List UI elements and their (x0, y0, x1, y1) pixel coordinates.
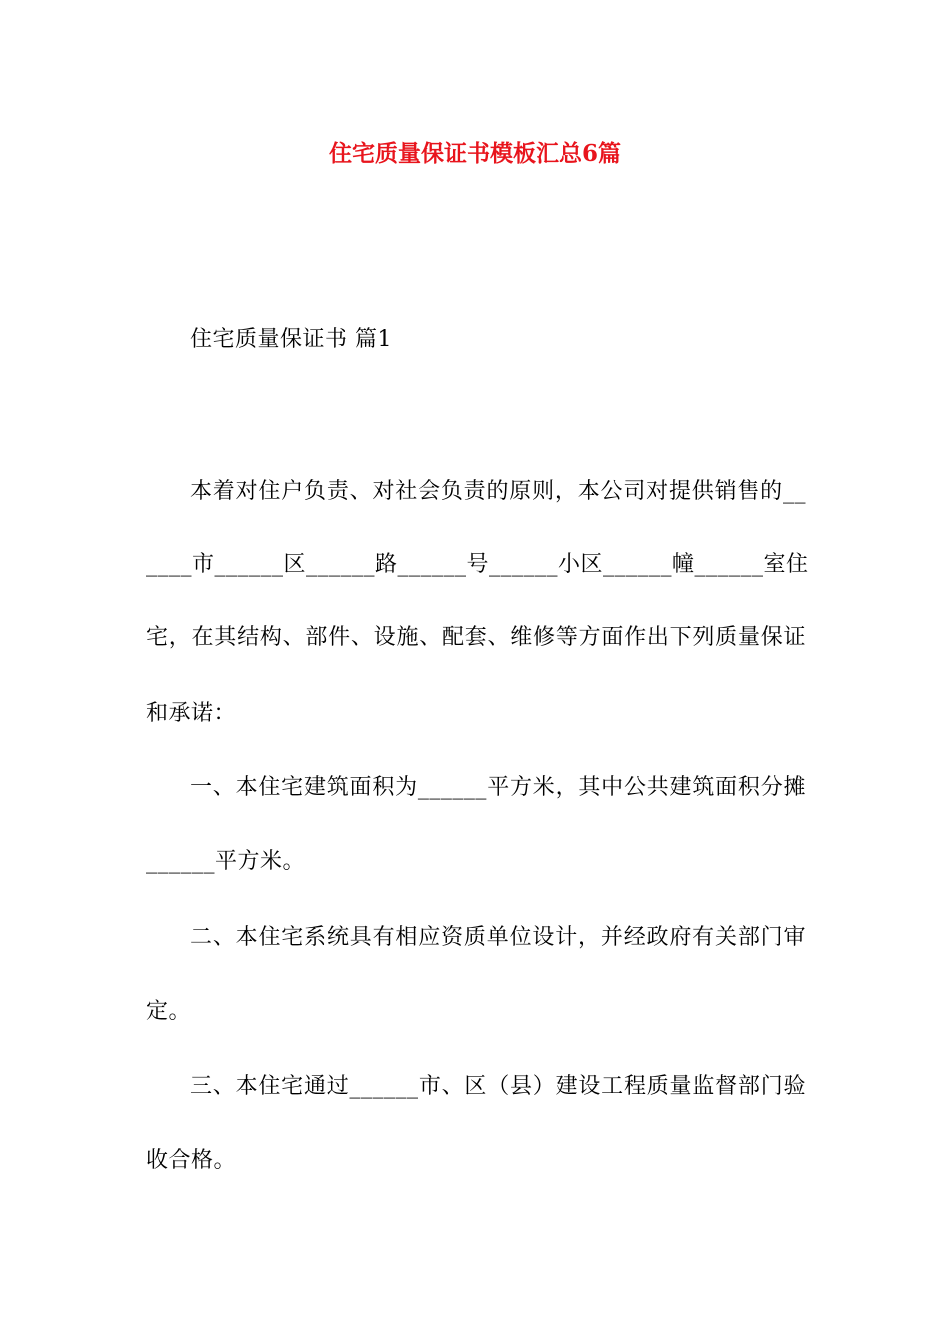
paragraph-line: 二、本住宅系统具有相应资质单位设计，并经政府有关部门审 (190, 925, 806, 950)
paragraph-line: 和承诺： (146, 701, 237, 726)
paragraph-line: 本着对住户负责、对社会负责的原则，本公司对提供销售的__ (190, 479, 806, 504)
paragraph-line: 宅，在其结构、部件、设施、配套、维修等方面作出下列质量保证 (146, 625, 806, 650)
paragraph-line: 一、本住宅建筑面积为______平方米，其中公共建筑面积分摊 (190, 775, 806, 800)
document-title: 住宅质量保证书模板汇总6篇 (328, 140, 621, 167)
paragraph-line: 定。 (146, 999, 192, 1024)
section-heading: 住宅质量保证书 篇1 (190, 327, 392, 352)
paragraph-line: 三、本住宅通过______市、区（县）建设工程质量监督部门验 (190, 1074, 806, 1099)
paragraph-line: ____市______区______路______号______小区______幢______室住 (146, 552, 809, 577)
paragraph-line: 收合格。 (146, 1148, 237, 1173)
paragraph-line: ______平方米。 (146, 849, 306, 874)
